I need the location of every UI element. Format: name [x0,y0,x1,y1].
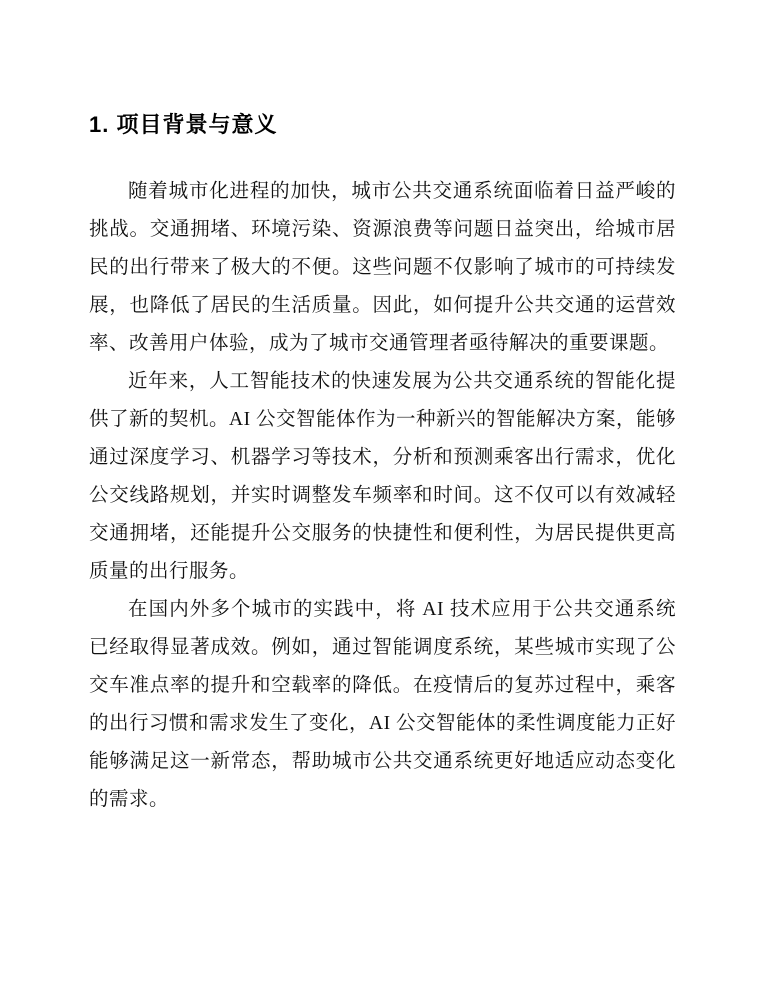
section-heading: 1. 项目背景与意义 [89,112,278,137]
paragraph-2: 近年来，人工智能技术的快速发展为公共交通系统的智能化提供了新的契机。AI 公交智能体作为一种新兴的智能解决方案，能够通过深度学习、机器学习等技术，分析和预测乘客出行需求，优化公交线路规划，并实时调整发车频率和时间。这不仅可以有效减轻交通拥堵，还能提升公交服务的快捷性和便利性，为居民提供更高质量的出行服务。 [89,371,676,582]
document-body [89,173,676,819]
paragraph-1: 随着城市化进程的加快，城市公共交通系统面临着日益严峻的挑战。交通拥堵、环境污染、资源浪费等问题日益突出，给城市居民的出行带来了极大的不便。这些问题不仅影响了城市的可持续发展，也降低了居民的生活质量。因此，如何提升公共交通的运营效率、改善用户体验，成为了城市交通管理者亟待解决的重要课题。 [89,181,676,354]
paragraph-3: 在国内外多个城市的实践中，将 AI 技术应用于公共交通系统已经取得显著成效。例如，通过智能调度系统，某些城市实现了公交车准点率的提升和空载率的降低。在疫情后的复苏过程中，乘客的出行习惯和需求发生了变化，AI 公交智能体的柔性调度能力正好能够满足这一新常态，帮助城市公共交通系统更好地适应动态变化的需求。 [89,599,676,810]
